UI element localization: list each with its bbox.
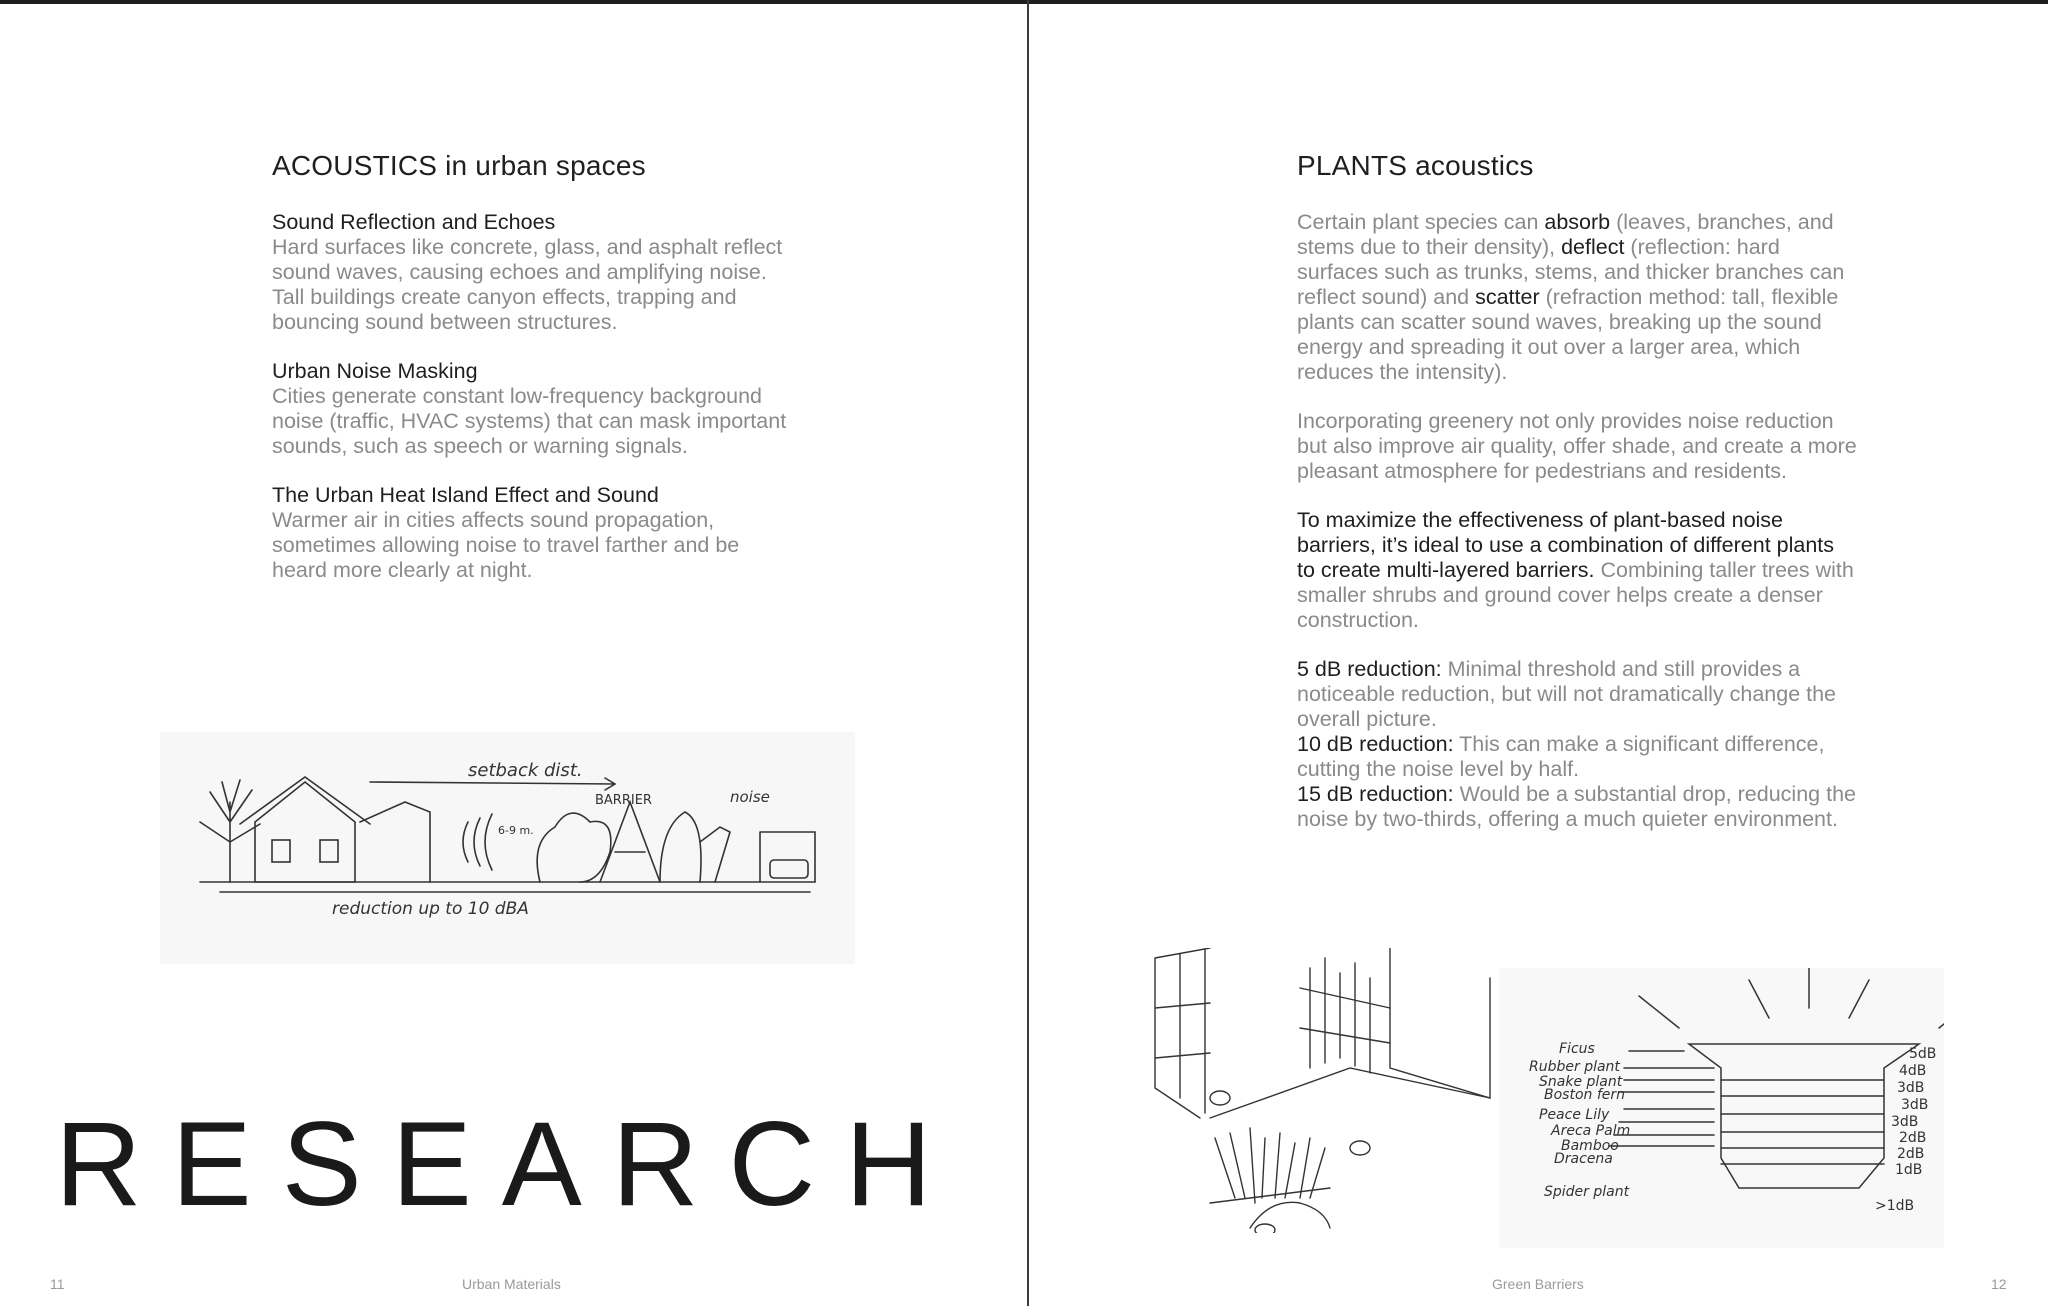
multi-layer-paragraph [1297,508,1857,633]
research-big-word: RESEARCH [55,1097,962,1231]
plant-label: Spider plant [1544,1184,1630,1200]
plant-label: Rubber plant [1529,1059,1620,1075]
section-body: Cities generate constant low-frequency background noise (traffic, HVAC systems) that can mask important sounds, such as speech or warning signals. [272,384,787,458]
absorb-term: absorb [1544,210,1611,234]
db-label: 2dB [1899,1130,1927,1146]
text-run: Certain plant species can [1297,210,1545,234]
section-heading: The Urban Heat Island Effect and Sound [272,483,659,507]
section-body: Hard surfaces like concrete, glass, and asphalt reflect sound waves, causing echoes and amplifying noise. [272,235,783,284]
db-label: 3dB [1901,1097,1929,1113]
section-sound-reflection [272,210,792,335]
deflect-term: deflect [1561,235,1625,259]
db-label: 5dB [1909,1046,1937,1062]
plant-label: Ficus [1559,1041,1595,1057]
reduction-label: reduction up to 10 dBA [332,899,529,919]
reduction-text: Would be a substantial drop, reducing the noise by two-thirds, offering a much quieter environment. [1297,782,1856,831]
reduction-text: This can make a significant difference, cutting the noise level by half. [1297,732,1825,781]
right-footer-section: Green Barriers [1492,1276,1584,1292]
right-page-number: 12 [1991,1276,2007,1292]
section-heading: Urban Noise Masking [272,359,478,383]
section-heat-island [272,483,792,583]
greenery-paragraph: Incorporating greenery not only provides noise reduction but also improve air quality, offer shade, and create a more pleasant atmosphere for pedestrians and residents. [1297,409,1857,483]
db-label: 3dB [1891,1114,1919,1130]
text-run: (leaves, branches, and stems due to their density), [1297,210,1834,259]
right-page [1029,4,2048,1306]
setback-label: setback dist. [468,760,583,781]
db-label: 3dB [1897,1080,1925,1096]
left-page-number: 11 [50,1276,65,1292]
db-label: 2dB [1897,1146,1925,1162]
left-text-column [272,210,792,607]
db-label: 1dB [1895,1162,1923,1178]
plant-label: Areca Palm [1551,1123,1631,1139]
reduction-text: Minimal threshold and still provides a noticeable reduction, but will not dramatically change the overall picture. [1297,657,1837,731]
section-body: Warmer air in cities affects sound propagation, sometimes allowing noise to travel farther and be heard more clearly at night. [272,508,740,582]
scatter-term: scatter [1475,285,1540,309]
reduction-label: 10 dB reduction: [1297,732,1454,756]
right-page-title: PLANTS acoustics [1297,150,1534,181]
height-label: 6-9 m. [498,824,534,837]
emphasis-text: To maximize the effectiveness of plant-based noise barriers, it’s ideal to use a combination of different plants to create multi-layered barriers. [1297,508,1835,582]
noise-label: noise [730,788,770,806]
plant-label: Boston fern [1544,1087,1626,1103]
plant-label: Bamboo [1561,1138,1619,1154]
reduction-item [1297,732,1857,782]
plant-mechanisms-paragraph [1297,210,1857,385]
section-body-2: Tall buildings create canyon effects, trapping and bouncing sound between structures. [272,285,737,334]
text-run: (reflection: hard surfaces such as trunks, stems, and thicker branches can reflect sound) and [1297,235,1845,309]
reduction-list [1297,657,1857,832]
section-heading: Sound Reflection and Echoes [272,210,556,234]
section-noise-masking [272,359,792,459]
street-barrier-sketch [160,732,855,964]
plant-reduction-chart [1499,968,1944,1248]
reduction-label: 5 dB reduction: [1297,657,1442,681]
plant-label: Peace Lily [1539,1107,1610,1123]
text-run: (refraction method: tall, flexible plants can scatter sound waves, breaking up the sound energy and spreading it out over a larger area, which reduces the intensity). [1297,285,1839,384]
left-page-title: ACOUSTICS in urban spaces [272,150,646,181]
reduction-item [1297,657,1857,732]
plant-label: Dracena [1554,1151,1613,1167]
db-label: >1dB [1875,1198,1915,1214]
db-label: 4dB [1899,1063,1927,1079]
plaza-plants-sketch [1150,948,1505,1233]
reduction-label: 15 dB reduction: [1297,782,1454,806]
left-page [0,4,1027,1306]
left-footer-section: Urban Materials [462,1276,561,1292]
text-run: Combining taller trees with smaller shrubs and ground cover helps create a denser construction. [1297,558,1854,632]
barrier-label: BARRIER [595,793,652,808]
plant-label: Snake plant [1539,1074,1623,1090]
reduction-item [1297,782,1857,832]
right-text-column [1297,210,1857,832]
